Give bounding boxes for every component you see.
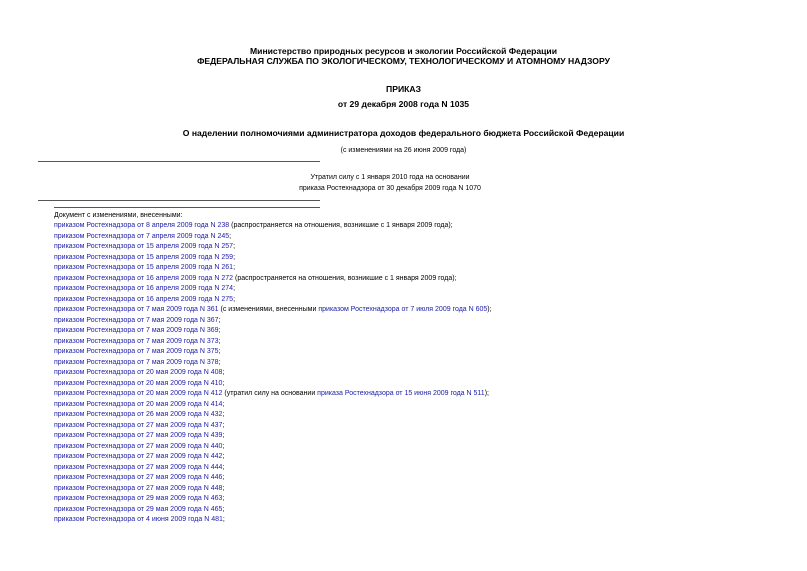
amendment-item [54,431,492,442]
amendment-item [54,463,492,474]
amendment-link[interactable]: приказом Ростехнадзора от 20 мая 2009 года N 412 [54,390,223,397]
amendment-link[interactable]: приказом Ростехнадзора от 7 апреля 2009 года N 245 [54,232,230,240]
amendment-note: (распространяется на отношения, возникшие с 1 января 2009 года); [229,222,453,229]
amendment-note: ; [222,463,225,471]
amendment-item [54,221,492,232]
amendment-item [54,494,492,505]
amendment-item [54,368,492,379]
amendment-link[interactable]: приказом Ростехнадзора от 7 мая 2009 года N 373 [54,337,219,345]
amendment-note: ; [233,264,236,271]
amendment-item [54,410,492,421]
amendment-item [54,253,492,264]
amendment-note: (распространяется на отношения, возникшие с 1 января 2009 года); [233,274,457,282]
divider [38,161,320,162]
amendment-note: ; [222,369,225,376]
amendment-item [54,452,492,463]
amendment-link[interactable]: приказом Ростехнадзора от 7 мая 2009 года N 367 [54,316,219,324]
document-header [0,46,807,66]
amendment-item [54,284,492,295]
amendments-caption: Документ с изменениями, внесенными: [54,212,183,219]
divider [54,207,320,208]
amendment-link[interactable]: приказом Ростехнадзора от 27 мая 2009 года N 444 [54,463,223,471]
amendment-item [54,358,492,369]
amendment-note: ); [484,390,489,397]
amendment-item [54,242,492,253]
amendment-item [54,347,492,358]
amendment-link[interactable]: приказом Ростехнадзора от 7 мая 2009 года N 378 [54,358,219,366]
amendment-link[interactable]: приказом Ростехнадзора от 7 мая 2009 года N 369 [54,327,219,334]
amendment-item [54,263,492,274]
amendment-item [54,232,492,243]
amendment-item [54,515,492,526]
amendment-note: ; [218,327,221,334]
amendments-list [54,221,492,526]
amendment-link[interactable]: приказом Ростехнадзора от 27 мая 2009 года N 442 [54,453,223,460]
service-name: ФЕДЕРАЛЬНАЯ СЛУЖБА ПО ЭКОЛОГИЧЕСКОМУ, ТЕХНОЛОГИЧЕСКОМУ И АТОМНОМУ НАДЗОРУ [197,56,610,66]
amendment-note: ); [487,306,492,313]
amendment-item [54,295,492,306]
amendment-item [54,389,492,400]
amendment-link[interactable]: приказом Ростехнадзора от 16 апреля 2009 года N 272 [54,274,234,282]
amendment-link[interactable]: приказом Ростехнадзора от 27 мая 2009 года N 437 [54,421,223,429]
amendment-link[interactable]: приказом Ростехнадзора от 7 мая 2009 года N 361 [54,306,219,313]
ministry-name: Министерство природных ресурсов и экологии Российской Федерации [250,46,557,56]
amendment-note: ; [222,379,225,387]
amendment-link[interactable]: приказом Ростехнадзора от 29 мая 2009 года N 465 [54,505,223,513]
amendment-link[interactable]: приказом Ростехнадзора от 16 апреля 2009 года N 275 [54,295,234,303]
amendment-note: ; [233,295,236,303]
amendment-link[interactable]: приказом Ростехнадзора от 15 апреля 2009 года N 257 [54,243,234,250]
amendment-link[interactable]: приказом Ростехнадзора от 7 июля 2009 года N 605 [318,306,488,313]
amendment-note: ; [222,432,225,439]
amendment-link[interactable]: приказом Ростехнадзора от 16 апреля 2009 года N 274 [54,285,234,292]
amendment-item [54,274,492,285]
amendment-note: ; [222,484,225,492]
amendment-link[interactable]: приказа Ростехнадзора от 15 июня 2009 года N 511 [317,390,485,397]
amendment-link[interactable]: приказом Ростехнадзора от 27 мая 2009 года N 446 [54,474,223,481]
amendment-item [54,379,492,390]
amendment-note: (утратил силу на основании [222,390,318,397]
document-date-number: от 29 декабря 2008 года N 1035 [337,99,470,109]
amendment-link[interactable]: приказом Ростехнадзора от 27 мая 2009 года N 439 [54,432,223,439]
amendment-note: ; [222,411,225,418]
amendment-item [54,305,492,316]
lost-force-notice [230,172,550,194]
divider [38,200,320,201]
amendment-note: (с изменениями, внесенными [218,306,319,313]
amendment-note: ; [222,442,225,450]
amendment-note: ; [233,253,236,261]
amendment-note: ; [222,505,225,513]
amendment-item [54,473,492,484]
amendment-link[interactable]: приказом Ростехнадзора от 26 мая 2009 года N 432 [54,411,223,418]
amendment-link[interactable]: приказом Ростехнадзора от 8 апреля 2009 года N 238 [54,222,230,229]
amendment-note: ; [229,232,232,240]
amendment-link[interactable]: приказом Ростехнадзора от 20 мая 2009 года N 408 [54,369,223,376]
amendment-link[interactable]: приказом Ростехнадзора от 27 мая 2009 года N 440 [54,442,223,450]
amendment-note: ; [218,316,221,324]
amendment-note: ; [222,453,225,460]
amendment-item [54,442,492,453]
amendment-item [54,316,492,327]
amendment-note: ; [222,516,225,523]
amendment-link[interactable]: приказом Ростехнадзора от 7 мая 2009 года N 375 [54,348,219,355]
lost-force-line: Утратил силу с 1 января 2010 года на основании [310,174,470,181]
amendment-note: ; [222,400,225,408]
amendment-note: ; [222,474,225,481]
amendment-item [54,421,492,432]
amendment-note: ; [218,358,221,366]
document-subject: О наделении полномочиями администратора доходов федерального бюджета Российской Федерации [182,128,625,138]
amendment-link[interactable]: приказом Ростехнадзора от 20 мая 2009 года N 410 [54,379,223,387]
amendment-note: ; [233,243,236,250]
revision-note: (с изменениями на 26 июня 2009 года) [340,147,467,154]
amendment-link[interactable]: приказом Ростехнадзора от 4 июня 2009 года N 481 [54,516,223,523]
amendment-link[interactable]: приказом Ростехнадзора от 15 апреля 2009 года N 261 [54,264,234,271]
lost-force-line: приказа Ростехнадзора от 30 декабря 2009 года N 1070 [299,185,481,192]
amendment-link[interactable]: приказом Ростехнадзора от 27 мая 2009 года N 448 [54,484,223,492]
amendment-link[interactable]: приказом Ростехнадзора от 15 апреля 2009 года N 259 [54,253,234,261]
amendment-item [54,484,492,495]
amendment-note: ; [218,348,221,355]
amendment-note: ; [233,285,236,292]
amendment-note: ; [218,337,221,345]
amendment-note: ; [222,421,225,429]
amendments-block [54,210,492,526]
amendment-item [54,505,492,516]
amendment-link[interactable]: приказом Ростехнадзора от 29 мая 2009 года N 463 [54,495,223,502]
amendment-item [54,400,492,411]
amendment-note: ; [222,495,225,502]
amendment-item [54,337,492,348]
document-type: ПРИКАЗ [386,84,421,94]
amendment-item [54,326,492,337]
amendment-link[interactable]: приказом Ростехнадзора от 20 мая 2009 года N 414 [54,400,223,408]
